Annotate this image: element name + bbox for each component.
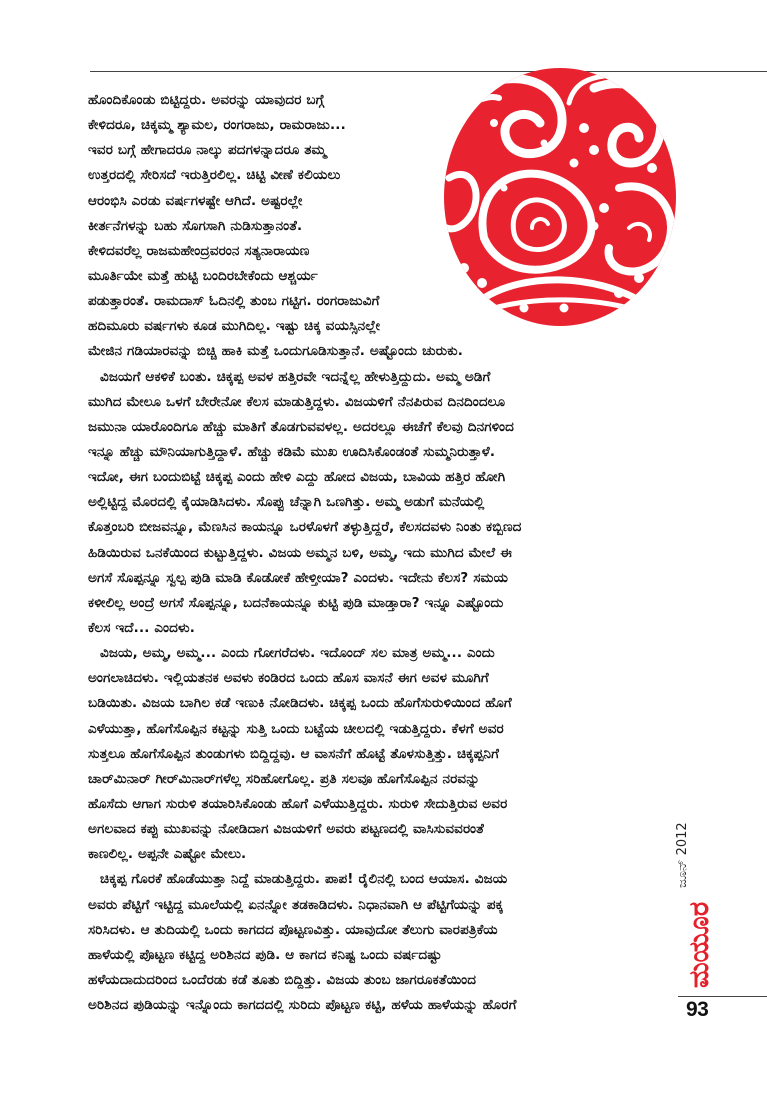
text-line: ಸುತ್ತಲೂ ಹೊಗೆಸೊಪ್ಪಿನ ತುಂಡುಗಳು ಬಿದ್ದಿದ್ದವು. ಆ ವಾಸನೆಗೆ ಹೊಟ್ಟೆ ತೊಳಸುತ್ತಿತ್ತು. ಚಿಕ್ಕಪ್ಪನಿಗೆ <box>88 746 500 762</box>
text-line: ಕೆಲಸ ಇದೆ... ಎಂದಳು. <box>88 620 195 636</box>
text-line: ಕಳೀಲಿಲ್ಲ ಅಂದ್ರೆ ಅಗಸೆ ಸೊಪ್ಪನ್ನೂ, ಬದನೆಕಾಯನ್ನೂ ಕುಟ್ಟಿ ಪುಡಿ ಮಾಡ್ತಾರಾ? ಇನ್ನೂ ಎಷ್ಟೊಂದು <box>88 595 504 611</box>
text-line: ಸರಿಸಿದಳು. ಆ ತುದಿಯಲ್ಲಿ ಒಂದು ಕಾಗದದ ಪೊಟ್ಟಣವಿತ್ತು. ಯಾವುದೋ ತೆಲುಗು ವಾರಪತ್ರಿಕೆಯ <box>88 922 498 938</box>
text-line: ಮೇಜಿನ ಗಡಿಯಾರವನ್ನು ಬಿಚ್ಚಿ ಹಾಕಿ ಮತ್ತೆ ಒಂದುಗೂಡಿಸುತ್ತಾನೆ. ಅಷ್ಟೊಂದು ಚುರುಕು. <box>88 344 464 360</box>
text-line: ಅವರು ಪೆಟ್ಟಿಗೆ ಇಟ್ಟಿದ್ದ ಮೂಲೆಯಲ್ಲಿ ಏನನ್ನೋ ತಡಕಾಡಿದಳು. ನಿಧಾನವಾಗಿ ಆ ಪೆಟ್ಟಿಗೆಯನ್ನು ಪಕ್ಕ <box>88 897 504 913</box>
text-line: ಅಂಗಲಾಚಿದಳು. ಇಲ್ಲಿಯತನಕ ಅವಳು ಕಂಡಿರದ ಒಂದು ಹೊಸ ವಾಸನೆ ಈಗ ಅವಳ ಮೂಗಿಗೆ <box>88 671 489 687</box>
text-line: ಕೀರ್ತನೆಗಳನ್ನು ಬಹು ಸೊಗಸಾಗಿ ನುಡಿಸುತ್ತಾನಂತೆ. <box>88 218 303 234</box>
text-line: ಅಲ್ಲಿಟ್ಟಿದ್ದ ಮೊರದಲ್ಲಿ ಕೈಯಾಡಿಸಿದಳು. ಸೊಪ್ಪು ಚೆನ್ನಾಗಿ ಒಣಗಿತ್ತು. ಅಮ್ಮ ಅಡುಗೆ ಮನೆಯಲ್ಲಿ <box>88 495 485 511</box>
magazine-name: ಮಯೂರ <box>684 901 715 988</box>
text-line: ವಿಜಯಗೆ ಆಕಳಿಕೆ ಬಂತು. ಚಿಕ್ಕಪ್ಪ ಅವಳ ಹತ್ತಿರವೇ ಇದನ್ನೆಲ್ಲ ಹೇಳುತ್ತಿದ್ದುದು. ಅಮ್ಮ ಅಡಿಗೆ <box>100 369 491 385</box>
text-line: ಚಿಕ್ಕಪ್ಪ ಗೊರಕೆ ಹೊಡೆಯುತ್ತಾ ನಿದ್ದೆ ಮಾಡುತ್ತಿದ್ದರು. ಪಾಪ! ರೈಲಿನಲ್ಲಿ ಬಂದ ಆಯಾಸ. ವಿಜಯ <box>100 872 508 888</box>
text-line: ಆರಂಭಿಸಿ ಎರಡು ವರ್ಷಗಳಷ್ಟೇ ಆಗಿದೆ. ಅಷ್ಟರಲ್ಲೇ <box>88 193 303 209</box>
text-line: ಕೊತ್ತಂಬರಿ ಬೀಜವನ್ನೂ, ಮೆಣಸಿನ ಕಾಯನ್ನೂ ಒರಳೊಳಗೆ ತಳ್ಳುತ್ತಿದ್ದರೆ, ಕೆಲಸದವಳು ನಿಂತು ಕಬ್ಬಿಣದ <box>88 520 522 536</box>
page-number: 93 <box>686 998 709 1021</box>
text-line: ಕೇಳಿದವರೆಲ್ಲ ರಾಜಮಹೇಂದ್ರವರಂನ ಸತ್ಯನಾರಾಯಣ <box>88 243 310 259</box>
text-line: ಹಿಡಿಯಿರುವ ಒನಕೆಯಿಂದ ಕುಟ್ಟುತ್ತಿದ್ದಳು. ವಿಜಯ ಅಮ್ಮನ ಬಳಿ, ಅಮ್ಮ, ಇದು ಮುಗಿದ ಮೇಲೆ ಈ <box>88 545 512 561</box>
text-line: ಇನ್ನೂ ಹೆಚ್ಚು ಮೌನಿಯಾಗುತ್ತಿದ್ದಾಳೆ. ಹೆಚ್ಚು ಕಡಿಮೆ ಮುಖ ಊದಿಸಿಕೊಂಡಂತೆ ಸುಮ್ಮನಿರುತ್ತಾಳೆ. <box>88 444 496 460</box>
text-line: ಕಾಣಲಿಲ್ಲ. ಅಪ್ಪನೇ ಎಷ್ಟೋ ಮೇಲು. <box>88 847 247 863</box>
text-line: ಇವರ ಬಗ್ಗೆ ಹೇಗಾದರೂ ನಾಲ್ಕು ಪದಗಳನ್ನಾದರೂ ತಮ್ಮ <box>88 143 327 159</box>
text-line: ವಿಜಯ, ಅಮ್ಮ, ಅಮ್ಮ... ಎಂದು ಗೋಗರೆದಳು. ಇದೊಂದ್ ಸಲ ಮಾತ್ರ ಅಮ್ಮ... ಎಂದು <box>100 646 495 662</box>
text-line: ಹಳೆಯದಾದುದರಿಂದ ಒಂದೆರಡು ಕಡೆ ತೂತು ಬಿದ್ದಿತ್ತು. ವಿಜಯ ತುಂಬ ಜಾಗರೂಕತೆಯಿಂದ <box>88 972 477 988</box>
text-line: ಪಡುತ್ತಾರಂತೆ. ರಾಮದಾಸ್ ಓದಿನಲ್ಲಿ ತುಂಬ ಗಟ್ಟಿಗ. ರಂಗರಾಜುವಿಗೆ <box>88 294 380 310</box>
footer-rule <box>678 996 767 997</box>
text-line: ಅಗಲವಾದ ಕಪ್ಪು ಮುಖವನ್ನು ನೋಡಿದಾಗ ವಿಜಯಳಿಗೆ ಅವರು ಪಟ್ಟಣದಲ್ಲಿ ವಾಸಿಸುವವರಂತೆ <box>88 822 485 838</box>
magazine-masthead-vertical <box>675 806 715 992</box>
text-line: ಹೊಸೆದು ಆಗಾಗ ಸುರುಳಿ ತಯಾರಿಸಿಕೊಂಡು ಹೊಗೆ ಎಳೆಯುತ್ತಿದ್ದರು. ಸುರುಳಿ ಸೇದುತ್ತಿರುವ ಅವರ <box>88 796 508 812</box>
text-line: ಹದಿಮೂರು ವರ್ಷಗಳು ಕೂಡ ಮುಗಿದಿಲ್ಲ. ಇಷ್ಟು ಚಿಕ್ಕ ವಯಸ್ಸಿನಲ್ಲೇ <box>88 319 381 335</box>
text-line: ಅರಿಶಿನದ ಪುಡಿಯನ್ನು ಇನ್ನೊಂದು ಕಾಗದದಲ್ಲಿ ಸುರಿದು ಪೊಟ್ಟಣ ಕಟ್ಟಿ, ಹಳೆಯ ಹಾಳೆಯನ್ನು ಹೊರಗೆ <box>88 998 517 1014</box>
text-line: ಎಳೆಯುತ್ತಾ, ಹೊಗೆಸೊಪ್ಪಿನ ಕಟ್ಟನ್ನು ಸುತ್ತಿ ಒಂದು ಬಟ್ಟೆಯ ಚೀಲದಲ್ಲಿ ಇಡುತ್ತಿದ್ದರು. ಕೆಳಗೆ ಅವರ <box>88 721 504 737</box>
text-line: ಕೇಳಿದರೂ, ಚಿಕ್ಕಮ್ಮ ಶ್ಯಾಮಲ, ರಂಗರಾಜು, ರಾಮರಾಜು... <box>88 118 346 134</box>
issue-date: ಜೂನ್ 2012 <box>675 822 690 888</box>
text-line: ಚಾರ್‌ಮಿನಾರ್ ಗೀರ್‌ಮಿನಾರ್‌ಗಳೆಲ್ಲ ಸರಿಹೋಗೊಲ್ಲ. ಪ್ರತಿ ಸಲವೂ ಹೊಗೆಸೊಪ್ಪಿನ ನರವನ್ನು <box>88 771 480 787</box>
text-line: ಉತ್ತರದಲ್ಲಿ ಸೇರಿಸದೆ ಇರುತ್ತಿರಲಿಲ್ಲ. ಚಿಟ್ಟಿ ವೀಣೆ ಕಲಿಯಲು <box>88 168 341 184</box>
text-line: ಬಡಿಯಿತು. ವಿಜಯ ಬಾಗಿಲ ಕಡೆ ಇಣುಕಿ ನೋಡಿದಳು. ಚಿಕ್ಕಪ್ಪ ಒಂದು ಹೊಗೆಸುರುಳಿಯಿಂದ ಹೊಗೆ <box>88 696 512 712</box>
text-line: ಮೂರ್ತಿಯೇ ಮತ್ತೆ ಹುಟ್ಟಿ ಬಂದಿರಬೇಕೆಂದು ಆಶ್ಚರ್ಯ <box>88 268 318 284</box>
text-line: ಹೊಂದಿಕೊಂಡು ಬಿಟ್ಟಿದ್ದರು. ಅವರನ್ನು ಯಾವುದರ ಬಗ್ಗೆ <box>88 93 325 108</box>
text-line: ಇದೋ, ಈಗ ಬಂದುಬಿಟ್ಟೆ ಚಿಕ್ಕಪ್ಪ ಎಂದು ಹೇಳಿ ಎದ್ದು ಹೋದ ವಿಜಯ, ಬಾವಿಯ ಹತ್ತಿರ ಹೋಗಿ <box>88 470 506 486</box>
article-body <box>88 88 658 1018</box>
text-line: ಜಮುನಾ ಯಾರೊಂದಿಗೂ ಹೆಚ್ಚು ಮಾತಿಗೆ ತೊಡಗುವವಳಲ್ಲ. ಅದರಲ್ಲೂ ಈಚೆಗೆ ಕೆಲವು ದಿನಗಳಿಂದ <box>88 419 514 435</box>
text-line: ಮುಗಿದ ಮೇಲೂ ಒಳಗೆ ಬೇರೇನೋ ಕೆಲಸ ಮಾಡುತ್ತಿದ್ದಳು. ವಿಜಯಳಿಗೆ ನೆನಪಿರುವ ದಿನದಿಂದಲೂ <box>88 394 506 410</box>
text-line: ಅಗಸೆ ಸೊಪ್ಪನ್ನೂ ಸ್ವಲ್ಪ ಪುಡಿ ಮಾಡಿ ಕೊಡೋಕೆ ಹೇಳ್ತೀಯಾ? ಎಂದಳು. ಇದೇನು ಕೆಲಸ? ಸಮಯ <box>88 570 509 586</box>
text-line: ಹಾಳೆಯಲ್ಲಿ ಪೊಟ್ಟಣ ಕಟ್ಟಿದ್ದ ಅರಿಶಿನದ ಪುಡಿ. ಆ ಕಾಗದ ಕನಿಷ್ಟ ಒಂದು ವರ್ಷದಷ್ಟು <box>88 947 442 963</box>
